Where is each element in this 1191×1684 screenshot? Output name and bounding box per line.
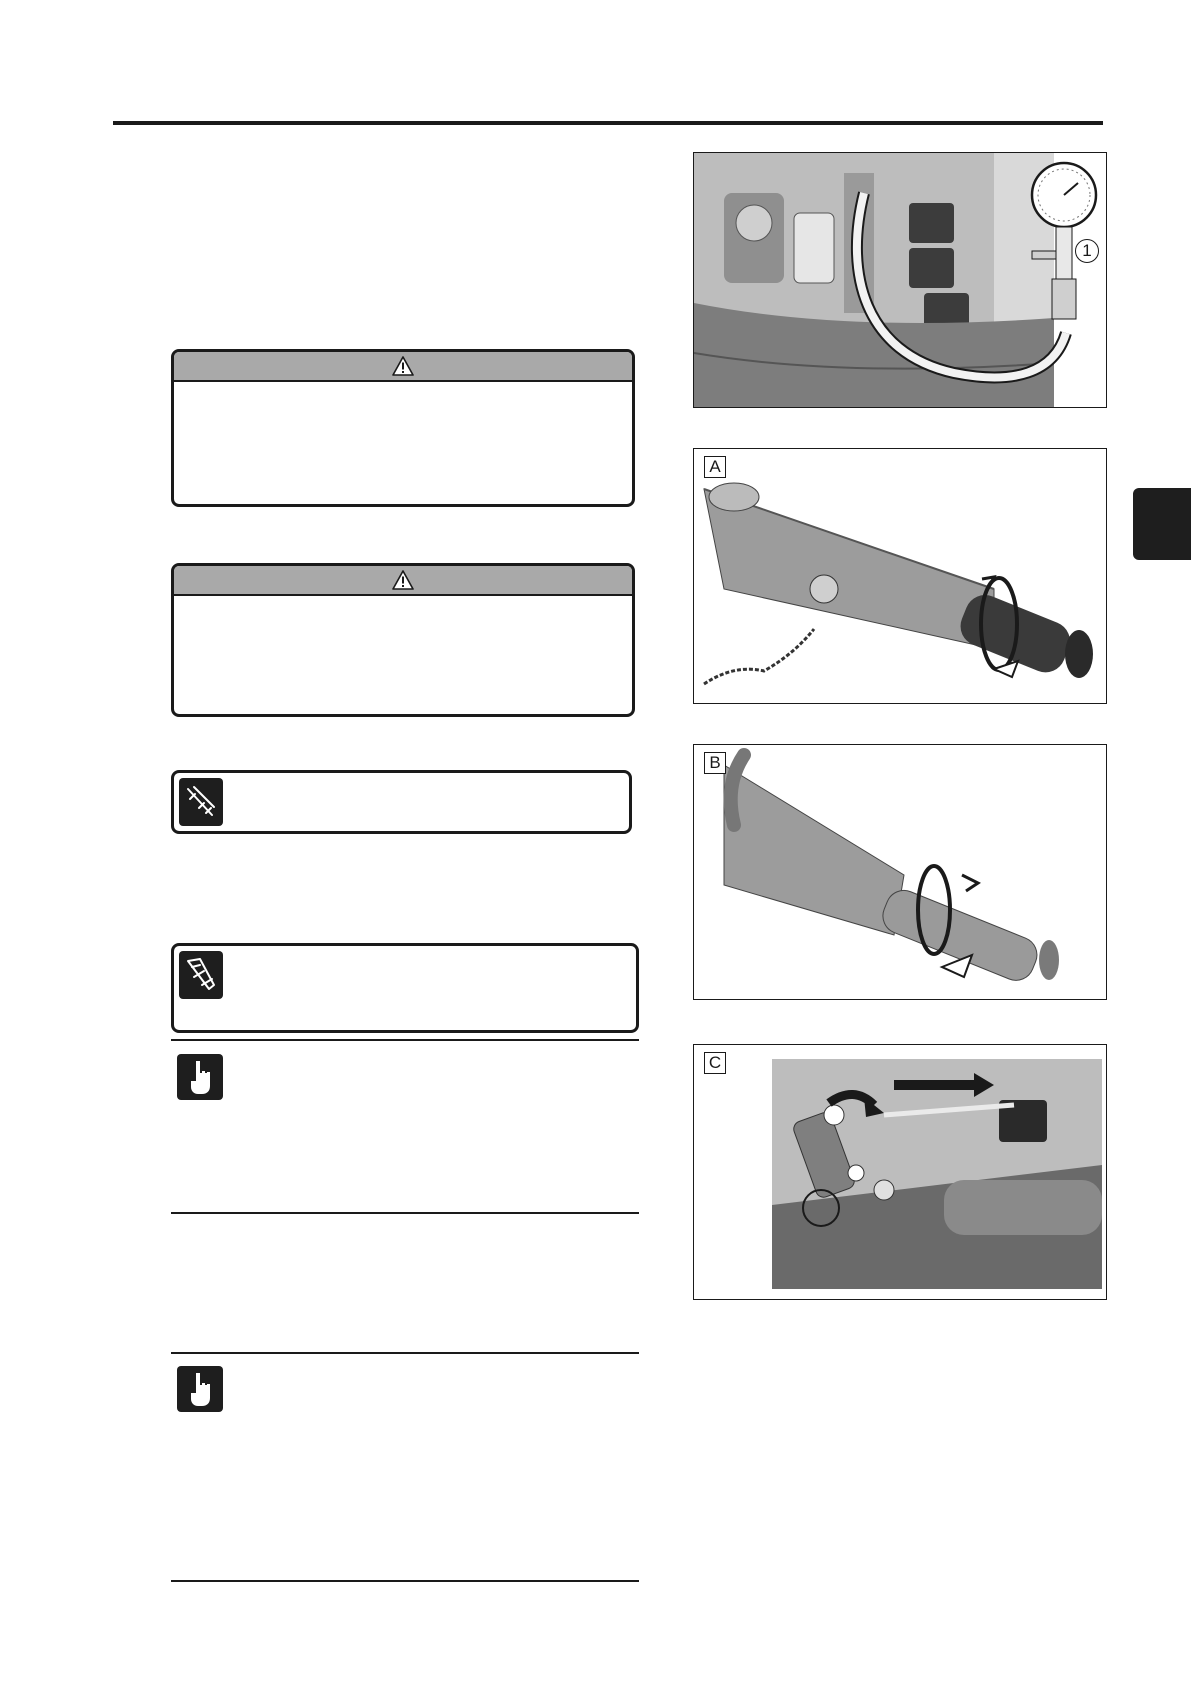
figure-label: A xyxy=(704,456,726,478)
tiller-throttle-a xyxy=(693,448,1107,704)
special-tool-box xyxy=(171,770,632,834)
note-bottom-rule xyxy=(171,1212,639,1214)
note-top-rule xyxy=(171,1039,639,1041)
note-top-rule xyxy=(171,1352,639,1354)
compression-gauge-figure xyxy=(693,152,1107,408)
figure-label: C xyxy=(704,1052,726,1074)
measuring-caliper-icon xyxy=(179,951,223,999)
callout-number: 1 xyxy=(1075,239,1099,263)
chapter-side-tab xyxy=(1133,488,1191,560)
warning-box-2 xyxy=(171,563,635,717)
note-bottom-rule xyxy=(171,1580,639,1582)
warning-triangle-icon xyxy=(392,570,414,590)
pointing-hand-icon xyxy=(177,1054,223,1100)
measurement-box xyxy=(171,943,639,1033)
throttle-linkage-c xyxy=(693,1044,1107,1300)
warning-header xyxy=(174,352,632,382)
figure-label: B xyxy=(704,752,726,774)
pointing-hand-icon xyxy=(177,1366,223,1412)
warning-header xyxy=(174,566,632,596)
special-tool-icon xyxy=(179,778,223,826)
warning-box-1 xyxy=(171,349,635,507)
page-top-rule xyxy=(113,121,1103,125)
tiller-throttle-b xyxy=(693,744,1107,1000)
warning-triangle-icon xyxy=(392,356,414,376)
